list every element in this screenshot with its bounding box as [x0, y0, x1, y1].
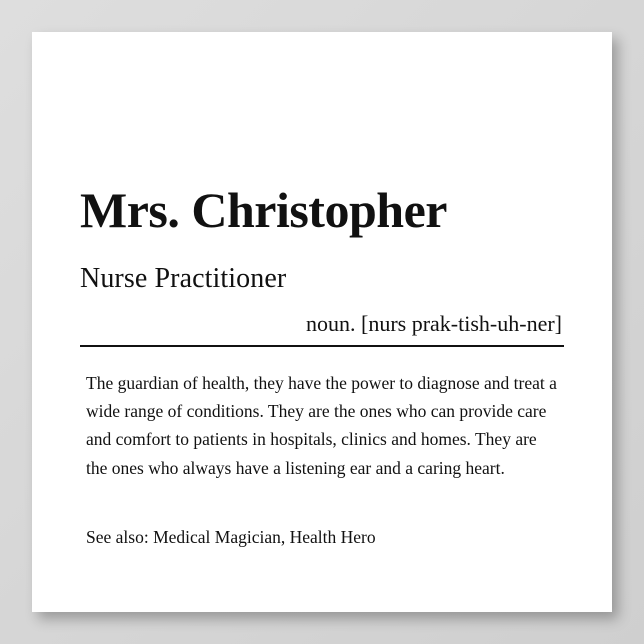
see-also-text: See also: Medical Magician, Health Hero [86, 527, 376, 548]
poster-title: Mrs. Christopher [80, 182, 447, 238]
divider-rule [80, 345, 564, 347]
poster-subtitle: Nurse Practitioner [80, 262, 287, 294]
poster-canvas [32, 32, 612, 612]
pronunciation-line: noun. [nurs prak-tish-uh-ner] [306, 310, 562, 336]
definition-text: The guardian of health, they have the power to diagnose and treat a wide range of conditions. They are the ones who can provide care and comfort to patients in hospitals, clinics and homes. They are the ones who always have a listening ear and a caring heart. [86, 372, 557, 478]
poster-content [32, 32, 612, 612]
